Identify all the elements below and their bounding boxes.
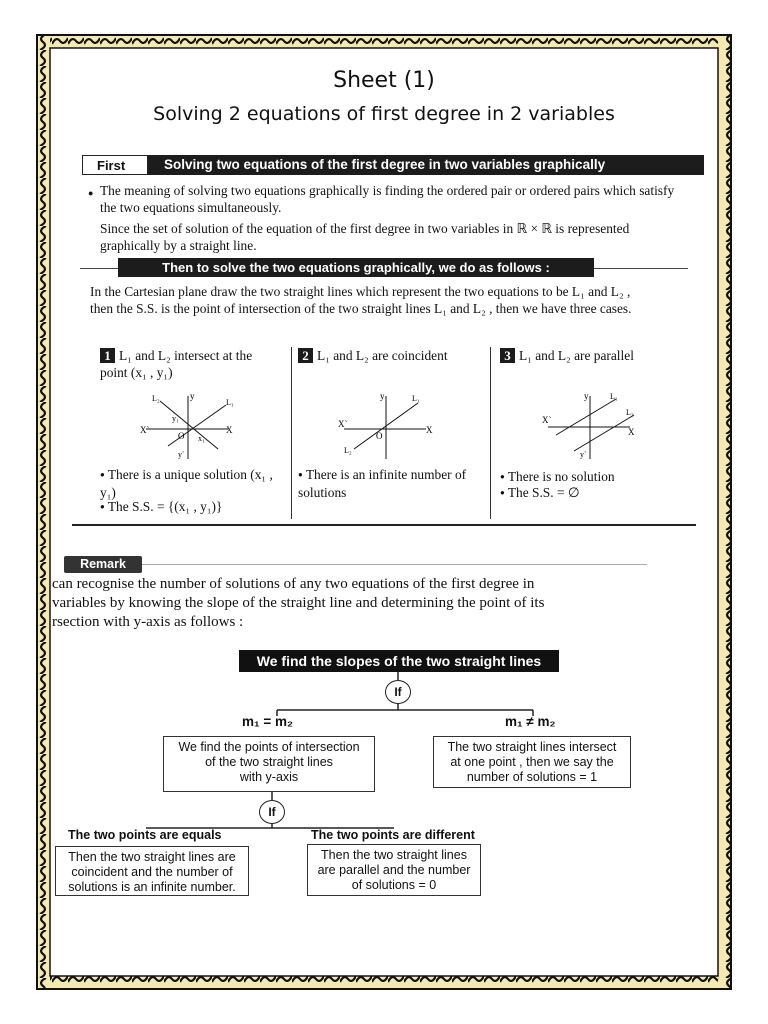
section-heading: Solving two equations of the first degree in two variables graphically: [148, 155, 704, 175]
flow-left-box: We find the points of intersection of the two straight lines with y-axis: [163, 736, 375, 792]
case-1-y1-label: y₁: [172, 414, 179, 423]
case-3-l2-label: L₂: [626, 408, 634, 417]
flow-right-box: The two straight lines intersect at one point , then we say the number of solutions = 1: [433, 736, 631, 788]
case-2-l1-label: L₁: [412, 394, 420, 403]
case-1-number: 1: [100, 348, 115, 363]
flow-sub-right-box: Then the two straight lines are parallel and the number of solutions = 0: [307, 844, 481, 896]
case-1-xp-label: X`: [140, 425, 150, 435]
case-3-bullet-1: ● There is no solution: [500, 469, 685, 487]
case-2-y-label: y: [380, 391, 385, 401]
case-1-o-label: O: [178, 431, 185, 441]
case-1-bullet-2: ● The S.S. = {(x₁ , y₁)}: [100, 499, 285, 517]
case-3-xp-label: X`: [542, 415, 552, 425]
remark-line-1: can recognise the number of solutions of any two equations of the first degree in: [52, 576, 535, 592]
banner-text: Then to solve the two equations graphically, we do as follows :: [118, 258, 594, 277]
section-tag: First: [82, 155, 148, 175]
case-1-bullet-1: ● There is a unique solution (x₁ , y₁): [100, 467, 285, 501]
case-3-x-label: X: [628, 427, 635, 437]
case-1-y-label: y: [190, 391, 195, 401]
flow-right-condition: m₁ ≠ m₂: [505, 714, 556, 729]
case-1-yp-label: y`: [178, 450, 185, 459]
case-3-y-label: y: [584, 391, 589, 401]
flow-left-condition: m₁ = m₂: [242, 714, 293, 729]
case-3-title: L₁ and L₂ are parallel: [519, 348, 634, 363]
remark-tag: Remark: [64, 556, 142, 573]
flow-sub-left-box: Then the two straight lines are coincident and the number of solutions is an infinite number.: [55, 846, 249, 896]
case-1-x-label: X: [226, 425, 233, 435]
remark-line-2: variables by knowing the slope of the straight line and determining the point of its: [52, 595, 545, 611]
case-3-l1-label: L₁: [610, 392, 618, 401]
flow-if-1: If: [385, 680, 411, 704]
case-2-o-label: O: [376, 431, 383, 441]
case-3-yp-label: y`: [580, 450, 587, 459]
remark-line-3: rsection with y-axis as follows :: [52, 614, 244, 630]
case-2-xp-label: X`: [338, 419, 348, 429]
sheet-title: Sheet (1): [333, 68, 435, 93]
sheet-subtitle: Solving 2 equations of first degree in 2 variables: [153, 103, 615, 125]
case-3-number: 3: [500, 348, 515, 363]
flow-sub-right-condition: The two points are different: [311, 828, 475, 842]
case-3-bullet-2: ● The S.S. = ∅: [500, 485, 685, 503]
intro-paragraph-1: ● The meaning of solving two equations graphically is finding the ordered pair or ordered pairs which satisfy the two equations simultaneously.: [100, 182, 675, 216]
case-1-l2-label: L₂: [152, 394, 160, 403]
case-2-number: 2: [298, 348, 313, 363]
flow-if-2: If: [259, 800, 285, 824]
case-2-x-label: X: [426, 425, 433, 435]
case-1-x1-label: x₁: [198, 434, 205, 443]
flow-sub-left-condition: The two points are equals: [68, 828, 222, 842]
case-2-bullet-1: ● There is an infinite number of solutions: [298, 467, 493, 501]
case-2-l2-label: L₂: [344, 446, 352, 455]
case-2-title: L₁ and L₂ are coincident: [317, 348, 448, 363]
case-1-l1-label: L₁: [226, 398, 234, 407]
case-1-title: L₁ and L₂ intersect at the point (x₁ , y₁): [100, 348, 253, 380]
method-paragraph: In the Cartesian plane draw the two straight lines which represent the two equations to be L₁ and L₂ , then the S.S. is the point of intersection of the two straight lines L₁ and L₂ , then we have three cases.: [90, 284, 632, 316]
intro-paragraph-2: Since the set of solution of the equation of the first degree in two variables in ℝ × ℝ is represented graphically by a straight line.: [100, 221, 630, 253]
flow-top-box: We find the slopes of the two straight lines: [239, 650, 559, 672]
